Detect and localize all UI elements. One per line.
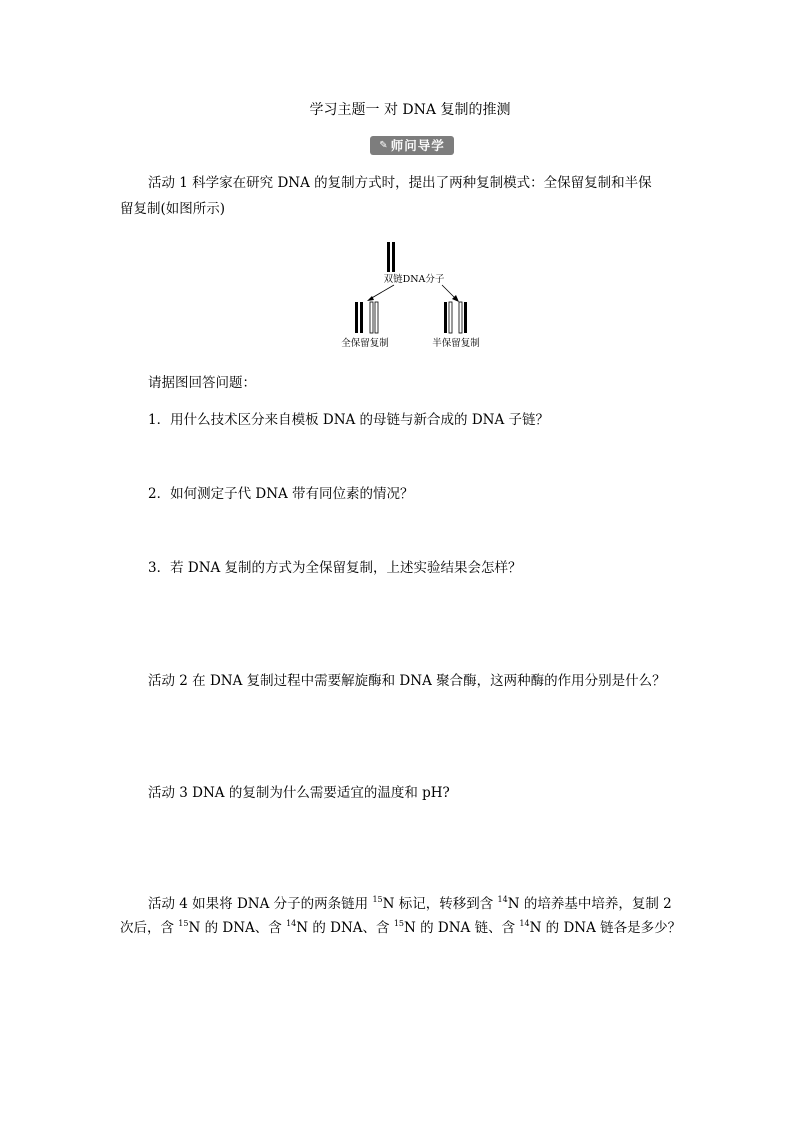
semi-old-strand-2 xyxy=(464,302,467,333)
activity-4-text-1a: 活动 4 如果将 DNA 分子的两条链用 xyxy=(148,896,373,912)
badge-label: 师问导学 xyxy=(390,138,445,153)
activity-4-text-2b: N 的 DNA、含 xyxy=(188,920,287,936)
activity-3: 活动 3 DNA 的复制为什么需要适宜的温度和 pH? xyxy=(148,785,450,801)
semi-old-strand-1 xyxy=(444,302,447,333)
semi-new-strand-2 xyxy=(459,302,462,333)
isotope-15-superscript: 15 xyxy=(372,895,383,904)
activity-4-line-2 xyxy=(120,918,681,938)
arrow-left-head xyxy=(367,296,374,301)
activity-4-text-2c: N 的 DNA、含 xyxy=(296,920,394,936)
activity-1-line-1: 活动 1 科学家在研究 DNA 的复制方式时，提出了两种复制模式：全保留复制和半保 xyxy=(148,175,652,191)
activity-4-line-1 xyxy=(148,894,672,914)
semi-conservative-label: 半保留复制 xyxy=(432,338,480,349)
answer-prompt: 请据图回答问题： xyxy=(148,375,256,391)
activity-4-text-1c: N 的培养基中培养，复制 2 xyxy=(507,896,672,912)
section-title: 学习主题一 对 DNA 复制的推测 xyxy=(309,102,511,118)
isotope-15-superscript: 15 xyxy=(393,919,405,928)
conservative-old-strand-1 xyxy=(355,302,358,333)
isotope-14-superscript: 14 xyxy=(519,919,530,928)
conservative-label: 全保留复制 xyxy=(341,338,389,349)
dna-replication-diagram xyxy=(330,236,490,356)
arrow-right xyxy=(442,285,456,299)
parent-strand-right xyxy=(392,242,395,272)
activity-4-text-2e: N 的 DNA 链各是多少？ xyxy=(529,920,682,936)
question-3: 3．若 DNA 复制的方式为全保留复制，上述实验结果会怎样？ xyxy=(148,560,522,576)
question-1: 1．用什么技术区分来自模板 DNA 的母链与新合成的 DNA 子链？ xyxy=(148,412,550,428)
arrow-left xyxy=(370,285,394,299)
lightbulb-icon: ✎ xyxy=(379,140,389,151)
question-2: 2．如何测定子代 DNA 带有同位素的情况？ xyxy=(148,486,414,502)
conservative-new-strand-2 xyxy=(375,302,378,333)
isotope-14-superscript: 14 xyxy=(497,895,508,904)
isotope-14-superscript: 14 xyxy=(286,919,297,928)
semi-new-strand-1 xyxy=(449,302,452,333)
guide-badge xyxy=(370,136,454,155)
conservative-old-strand-2 xyxy=(360,302,363,333)
activity-1-line-2: 留复制(如图所示) xyxy=(120,201,226,217)
parent-strand-left xyxy=(387,242,390,272)
conservative-new-strand-1 xyxy=(370,302,373,333)
activity-4-text-1b: N 标记，转移到含 xyxy=(382,896,498,912)
activity-2: 活动 2 在 DNA 复制过程中需要解旋酶和 DNA 聚合酶，这两种酶的作用分别是什么？ xyxy=(148,673,666,689)
parent-label: 双链DNA分子 xyxy=(383,274,445,285)
isotope-15-superscript: 15 xyxy=(178,919,189,928)
activity-4-text-2a: 次后，含 xyxy=(120,920,179,936)
activity-4-text-2d: N 的 DNA 链、含 xyxy=(404,920,520,936)
